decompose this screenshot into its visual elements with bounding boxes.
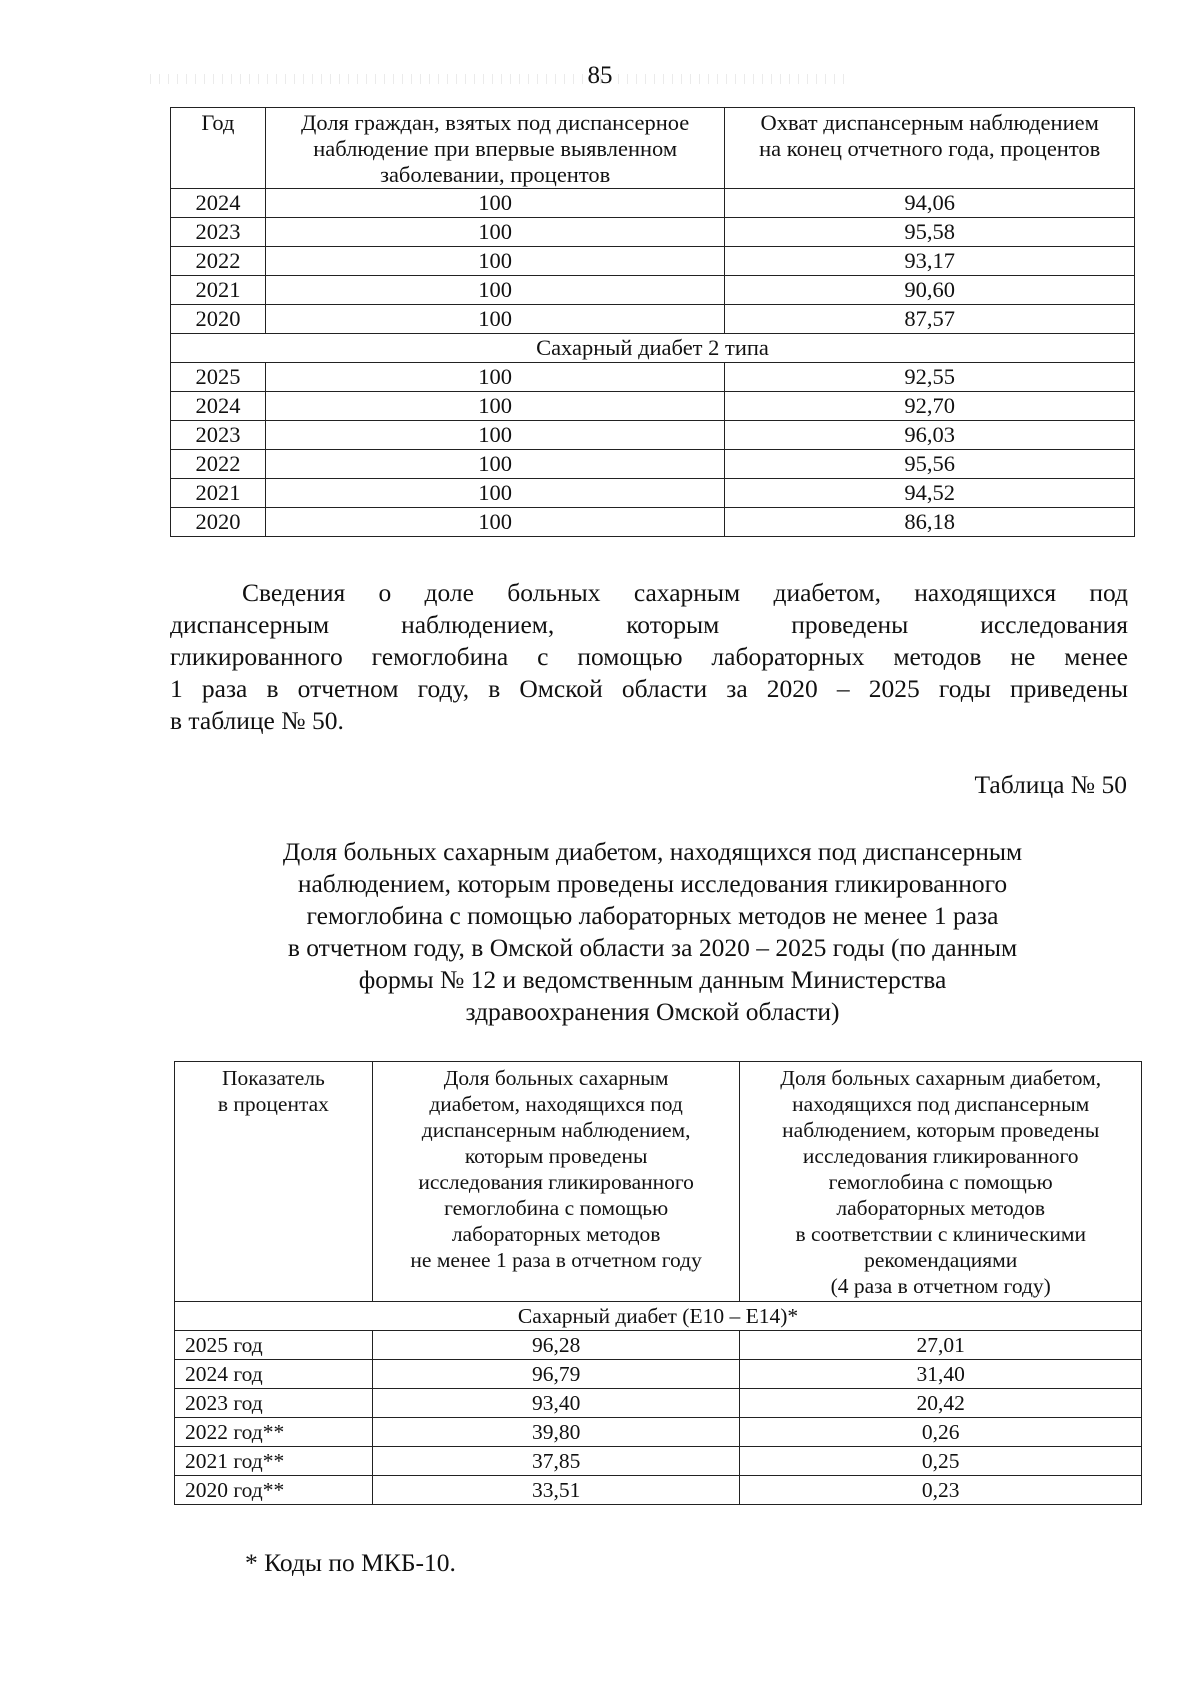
- body-paragraph: [170, 577, 1128, 737]
- table-row: [171, 189, 1135, 218]
- cell-share: 100: [265, 276, 724, 305]
- header-four-times-per-year: Доля больных сахарным диабетом, находящихся под диспансерным наблюдением, которым проведены исследования гликированного гемоглобина с помощью лабораторных методов в соответствии с клиническими рекомендациями (4 раза в отчетном году): [740, 1062, 1142, 1302]
- cell-four: 31,40: [740, 1360, 1142, 1389]
- paragraph-line: в таблице № 50.: [170, 706, 344, 735]
- cell-coverage: 92,55: [725, 363, 1135, 392]
- dispensary-coverage-table: [170, 107, 1135, 537]
- table-row: [171, 276, 1135, 305]
- table-row: [171, 450, 1135, 479]
- cell-year: 2022: [171, 247, 266, 276]
- caption-line: здравоохранения Омской области): [465, 997, 840, 1026]
- cell-year: 2022 год**: [175, 1418, 373, 1447]
- caption-line: формы № 12 и ведомственным данным Министерства: [358, 965, 947, 994]
- cell-share: 100: [265, 392, 724, 421]
- cell-year: 2020: [171, 305, 266, 334]
- table-row: [171, 508, 1135, 537]
- caption-line: Доля больных сахарным диабетом, находящихся под диспансерным: [282, 837, 1023, 866]
- cell-coverage: 86,18: [725, 508, 1135, 537]
- header-coverage: Охват диспансерным наблюдением на конец отчетного года, процентов: [725, 108, 1135, 189]
- cell-four: 20,42: [740, 1389, 1142, 1418]
- cell-once: 96,28: [372, 1331, 740, 1360]
- cell-year: 2024: [171, 392, 266, 421]
- paragraph-line: 1 раза в отчетном году, в Омской области за 2020 – 2025 годы приведены: [170, 674, 1128, 703]
- table-caption: [170, 836, 1135, 1028]
- cell-year: 2022: [171, 450, 266, 479]
- paragraph-line: диспансерным наблюдением, которым проведены исследования: [170, 610, 1128, 639]
- table-row: [171, 218, 1135, 247]
- cell-year: 2025: [171, 363, 266, 392]
- table-header-row: [175, 1062, 1142, 1302]
- table-header-row: [171, 108, 1135, 189]
- cell-share: 100: [265, 247, 724, 276]
- cell-coverage: 96,03: [725, 421, 1135, 450]
- footnote: * Коды по МКБ-10.: [245, 1548, 456, 1577]
- header-once-per-year: Доля больных сахарным диабетом, находящихся под диспансерным наблюдением, которым проведены исследования гликированного гемоглобина с помощью лабораторных методов не менее 1 раза в отчетном году: [372, 1062, 740, 1302]
- cell-four: 27,01: [740, 1331, 1142, 1360]
- cell-year: 2021: [171, 276, 266, 305]
- cell-coverage: 90,60: [725, 276, 1135, 305]
- cell-coverage: 87,57: [725, 305, 1135, 334]
- cell-once: 37,85: [372, 1447, 740, 1476]
- table-label: Таблица № 50: [974, 770, 1127, 799]
- header-year: Год: [171, 108, 266, 189]
- table-row: [175, 1331, 1142, 1360]
- cell-share: 100: [265, 450, 724, 479]
- header-indicator: Показатель в процентах: [175, 1062, 373, 1302]
- cell-coverage: 94,52: [725, 479, 1135, 508]
- hba1c-testing-table: [174, 1061, 1142, 1505]
- cell-share: 100: [265, 189, 724, 218]
- table-row: [175, 1389, 1142, 1418]
- cell-year: 2023 год: [175, 1389, 373, 1418]
- cell-share: 100: [265, 305, 724, 334]
- cell-four: 0,23: [740, 1476, 1142, 1505]
- cell-once: 96,79: [372, 1360, 740, 1389]
- header-share-new: Доля граждан, взятых под диспансерное наблюдение при впервые выявленном заболевании, процентов: [265, 108, 724, 189]
- caption-line: наблюдением, которым проведены исследования гликированного: [297, 869, 1008, 898]
- table-row: [171, 363, 1135, 392]
- cell-once: 93,40: [372, 1389, 740, 1418]
- cell-share: 100: [265, 363, 724, 392]
- cell-share: 100: [265, 421, 724, 450]
- table-row: [175, 1476, 1142, 1505]
- cell-year: 2021: [171, 479, 266, 508]
- section-row: [171, 334, 1135, 363]
- cell-year: 2020 год**: [175, 1476, 373, 1505]
- cell-coverage: 95,56: [725, 450, 1135, 479]
- cell-share: 100: [265, 508, 724, 537]
- table-row: [171, 305, 1135, 334]
- cell-year: 2023: [171, 218, 266, 247]
- page-number: 85: [587, 62, 613, 89]
- cell-coverage: 94,06: [725, 189, 1135, 218]
- cell-year: 2025 год: [175, 1331, 373, 1360]
- cell-coverage: 95,58: [725, 218, 1135, 247]
- cell-share: 100: [265, 218, 724, 247]
- cell-year: 2024: [171, 189, 266, 218]
- cell-four: 0,25: [740, 1447, 1142, 1476]
- section-title: Сахарный диабет 2 типа: [171, 334, 1135, 363]
- caption-line: гемоглобина с помощью лабораторных методов не менее 1 раза: [306, 901, 999, 930]
- table-row: [175, 1360, 1142, 1389]
- section-title: Сахарный диабет (Е10 – Е14)*: [175, 1302, 1142, 1331]
- table-row: [175, 1418, 1142, 1447]
- cell-year: 2020: [171, 508, 266, 537]
- table-row: [175, 1447, 1142, 1476]
- cell-once: 33,51: [372, 1476, 740, 1505]
- cell-year: 2023: [171, 421, 266, 450]
- cell-share: 100: [265, 479, 724, 508]
- paragraph-line: гликированного гемоглобина с помощью лабораторных методов не менее: [170, 642, 1128, 671]
- table-row: [171, 392, 1135, 421]
- table-row: [171, 247, 1135, 276]
- cell-year: 2021 год**: [175, 1447, 373, 1476]
- cell-coverage: 93,17: [725, 247, 1135, 276]
- paragraph-line: Сведения о доле больных сахарным диабетом, находящихся под: [242, 578, 1128, 607]
- table-row: [171, 421, 1135, 450]
- caption-line: в отчетном году, в Омской области за 2020 – 2025 годы (по данным: [287, 933, 1018, 962]
- section-row: [175, 1302, 1142, 1331]
- cell-year: 2024 год: [175, 1360, 373, 1389]
- cell-coverage: 92,70: [725, 392, 1135, 421]
- table-row: [171, 479, 1135, 508]
- cell-four: 0,26: [740, 1418, 1142, 1447]
- cell-once: 39,80: [372, 1418, 740, 1447]
